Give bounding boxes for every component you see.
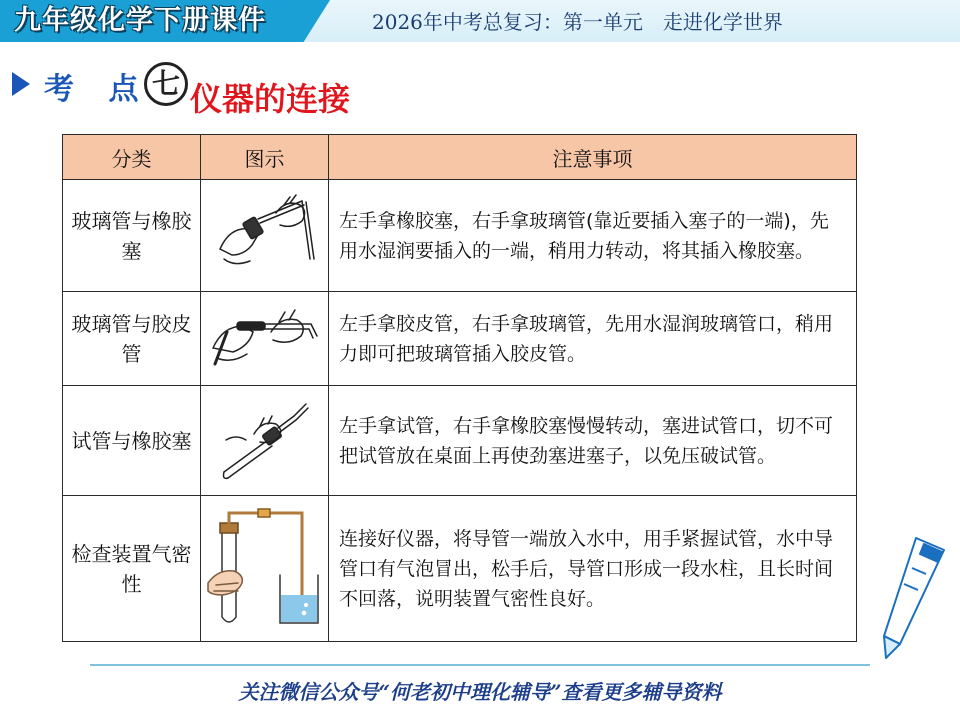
row-note: 左手拿橡胶塞，右手拿玻璃管(靠近要插入塞子的一端)，先用水湿润要插入的一端，稍用力转动，将其插入橡胶塞。 [329,180,857,292]
section-title: 仪器的连接 [190,80,351,118]
header-notes: 注意事项 [329,135,857,180]
hand-inserting-stopper-into-test-tube-icon [210,394,320,484]
footer-text: 关注微信公众号“何老初中理化辅导”查看更多辅导资料 [238,680,722,704]
table-row [63,386,857,496]
row-note: 左手拿试管，右手拿橡胶塞慢慢转动，塞进试管口，切不可把试管放在桌面上再使劲塞进塞子，以免压破试管。 [329,386,857,496]
hands-inserting-glass-tube-into-stopper-icon [210,189,320,279]
table-row [63,496,857,642]
header-category: 分类 [63,135,201,180]
row-category: 试管与橡胶塞 [63,386,201,496]
footer-divider [90,664,870,666]
course-title: 九年级化学下册课件 [14,5,266,36]
row-category: 检查装置气密性 [63,496,201,642]
table-row [63,292,857,386]
instrument-connection-table [62,134,857,642]
hands-connecting-rubber-hose-icon [207,302,323,372]
header-banner [0,0,960,42]
row-category: 玻璃管与橡胶塞 [63,180,201,292]
airtightness-check-apparatus-icon [206,505,324,629]
section-number-badge: 七 [144,62,188,106]
table-row [63,180,857,292]
kaodian-label: 考 点 [44,72,151,107]
row-note: 连接好仪器，将导管一端放入水中，用手紧握试管，水中导管口有气泡冒出，松手后，导管口形成一段水柱，且长时间不回落，说明装置气密性良好。 [329,496,857,642]
chapter-title: 2026年中考总复习：第一单元 走进化学世界 [372,10,783,34]
row-note: 左手拿胶皮管，右手拿玻璃管，先用水湿润玻璃管口，稍用力即可把玻璃管插入胶皮管。 [329,292,857,386]
pen-icon [860,532,950,660]
row-category: 玻璃管与胶皮管 [63,292,201,386]
play-arrow-icon [12,72,30,96]
header-illustration: 图示 [201,135,329,180]
table-header-row [63,135,857,180]
